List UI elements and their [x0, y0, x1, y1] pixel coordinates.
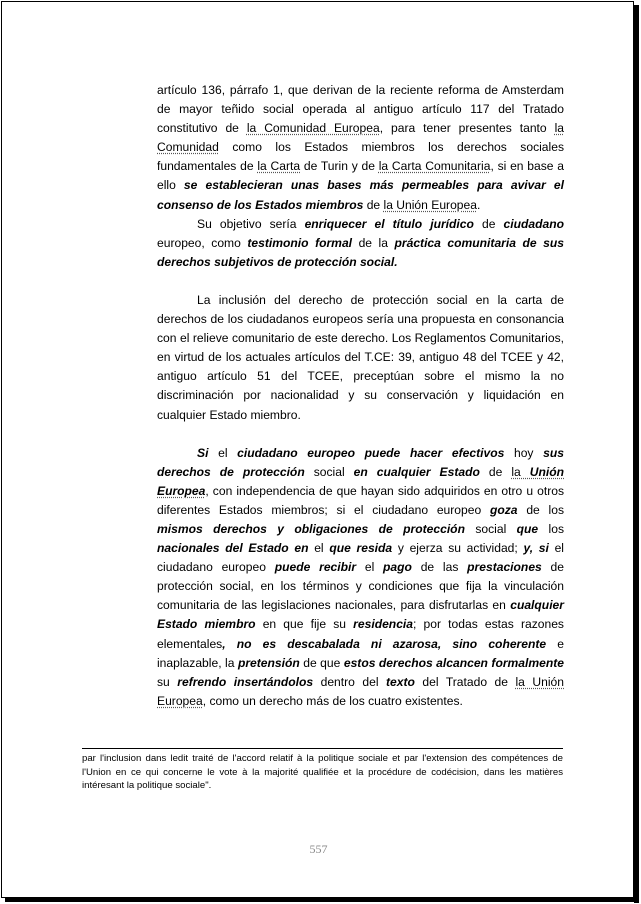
text-span: la Carta	[257, 159, 301, 174]
text-span: los	[538, 521, 565, 536]
text-span: .	[476, 197, 481, 212]
text-span: estos derechos alcancen formalmente	[343, 655, 564, 670]
text-span: práctica comunitaria de sus derechos subjetivos de protección social.	[157, 235, 564, 269]
text-span: en cualquier Estado	[353, 464, 480, 479]
text-span: puede recibir	[274, 560, 357, 575]
text-span: enriquecer el título jurídico	[304, 216, 474, 231]
text-span: , para tener presentes tanto	[379, 121, 555, 136]
text-span: de que	[299, 655, 344, 670]
text-span: de los	[517, 502, 564, 517]
text-span: social	[464, 521, 517, 536]
paragraph-5	[157, 444, 564, 711]
text-span: hoy	[504, 445, 544, 460]
text-span: dentro del	[313, 674, 387, 689]
text-span: , si en base a ello	[157, 159, 565, 193]
page-shadow-bottom	[5, 897, 639, 902]
text-span: , como un derecho más de los cuatro existentes.	[202, 693, 463, 708]
text-span: de protección social, en los términos y condiciones que fija la vinculación comunitaria de las legislaciones nacionales, para disfrutarlas en	[157, 560, 564, 613]
text-span: y ejerza su actividad;	[392, 541, 524, 556]
text-span: cualquier Estado miembro	[157, 598, 564, 632]
text-span: e inaplazable, la	[157, 636, 564, 670]
document-page	[1, 1, 634, 898]
text-span: su	[157, 674, 178, 689]
text-span: goza	[489, 502, 518, 517]
text-span: Si	[197, 445, 209, 460]
text-span: refrendo insertándolos	[177, 674, 314, 689]
text-span: ; por todas estas razones elementales	[157, 617, 564, 651]
text-span: de	[363, 197, 384, 212]
text-span: europeo, como	[157, 235, 248, 250]
text-span: el ciudadano europeo	[157, 541, 564, 575]
text-span: nacionales del Estado en	[157, 541, 309, 556]
text-span: , con independencia de que hayan sido adquiridos en otro u otros diferentes Estados miembros; si el ciudadano europeo	[157, 483, 564, 517]
text-span: del Tratado de	[414, 674, 516, 689]
text-span: de	[473, 216, 504, 231]
text-span: la Carta Comunitaria	[378, 159, 491, 174]
text-span: la	[511, 464, 530, 479]
paragraph-1	[157, 215, 564, 272]
paragraph-0	[157, 81, 564, 215]
text-span: prestaciones	[467, 560, 542, 575]
text-span: la Comunidad	[157, 121, 564, 155]
text-span: texto	[386, 674, 415, 689]
text-span: la Unión Europea	[157, 674, 564, 708]
text-span: la Comunidad Europea	[246, 121, 380, 136]
text-span: como los Estados miembros los derechos sociales fundamentales de	[157, 140, 564, 174]
text-span: ciudadano	[503, 216, 564, 231]
text-span: pago	[383, 560, 412, 575]
text-span: que	[516, 521, 539, 536]
text-span: ciudadano europeo puede hacer efectivos	[237, 445, 505, 460]
text-span: que resida	[329, 541, 393, 556]
paragraph-gap	[157, 425, 564, 444]
paragraph-gap	[157, 272, 564, 291]
page-shadow-right	[634, 5, 639, 903]
text-span: se establecieran unas bases más permeables para avivar el consenso de los Estados miembros	[157, 178, 564, 212]
text-span: el	[356, 560, 384, 575]
text-span: Unión Europea	[157, 464, 564, 498]
text-span: de las	[411, 560, 468, 575]
text-span: de	[479, 464, 512, 479]
text-span: en que fije su	[255, 617, 354, 632]
text-span: La inclusión del derecho de protección social en la carta de derechos de los ciudadanos europeos sería una propuesta en consonancia con el relieve comunitario de este derecho. Los Reglamentos Comunitarios, en virtud de los actuales artículos del T.CE: 39, antiguo 48 del TCEE y 42, antiguo artículo 51 del TCEE, preceptúan sobre el mismo la no discriminación por nacionalidad y su conservación y liquidación en cualquier Estado miembro.	[157, 292, 564, 422]
page-number: 557	[309, 842, 328, 856]
text-span: sus derechos de protección	[157, 445, 564, 479]
text-span: Su objetivo sería	[197, 216, 305, 231]
text-span: testimonio formal	[247, 235, 353, 250]
text-span: la Unión Europea	[383, 197, 477, 212]
text-span: el	[208, 445, 238, 460]
text-span: residencia	[353, 617, 414, 632]
main-text-body	[157, 81, 564, 711]
footnote-text: par l'inclusion dans ledit traité de l'accord relatif à la politique sociale et par l'extension des compétences de l'Union en ce qui concerne le vote à la majorité qualifiée et la procédure de codécision, dans les matières intéresant la politique sociale".	[82, 753, 563, 792]
footnote-separator	[82, 748, 563, 749]
text-span: de Turin y de	[300, 159, 379, 174]
text-span: y, si	[523, 541, 549, 556]
text-span: de la	[352, 235, 395, 250]
text-span: mismos derechos y obligaciones de protección	[157, 521, 465, 536]
text-span: social	[304, 464, 354, 479]
paragraph-3	[157, 291, 564, 425]
text-span: artículo 136, párrafo 1, que derivan de la reciente reforma de Amsterdam de mayor teñido social operada al antiguo artículo 117 del Tratado constitutivo de	[157, 83, 564, 136]
text-span: , no es descabalada ni azarosa, sino coherente	[222, 636, 547, 651]
text-span: pretensión	[237, 655, 300, 670]
text-span: el	[308, 541, 330, 556]
